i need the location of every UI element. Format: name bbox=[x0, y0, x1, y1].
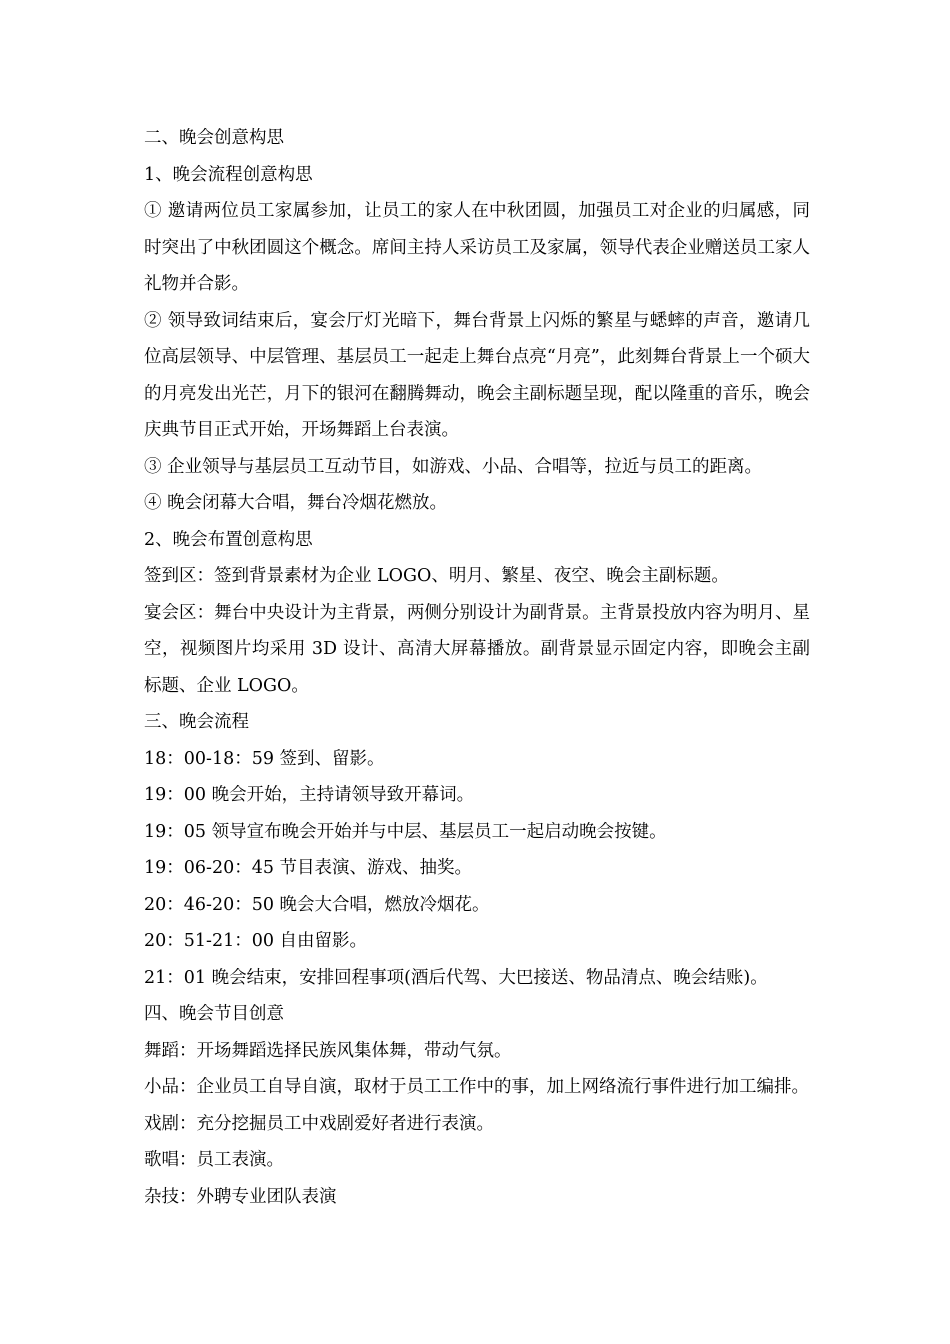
paragraph-item-1: ① 邀请两位员工家属参加，让员工的家人在中秋团圆，加强员工对企业的归属感，同时突出了中秋团圆这个概念。席间主持人采访员工及家属，领导代表企业赠送员工家人礼物并合影。 bbox=[144, 201, 810, 294]
paragraph-item-4: ④ 晚会闭幕大合唱，舞台冷烟花燃放。 bbox=[144, 493, 448, 513]
subsection-heading-flow-concept: 1、晚会流程创意构思 bbox=[144, 164, 313, 185]
schedule-item: 20：46-20：50 晚会大合唱，燃放冷烟花。 bbox=[144, 894, 490, 915]
schedule-item: 20：51-21：00 自由留影。 bbox=[144, 931, 368, 951]
document-body bbox=[144, 120, 810, 1215]
section-heading-creative-concept: 二、晚会创意构思 bbox=[144, 128, 284, 148]
paragraph-banquet-area: 宴会区：舞台中央设计为主背景，两侧分别设计为副背景。主背景投放内容为明月、星空，视频图片均采用 3D 设计、高清大屏幕播放。副背景显示固定内容，即晚会主副标题、企业 LOGO。 bbox=[144, 602, 810, 696]
program-item-acrobatics: 杂技：外聘专业团队表演 bbox=[144, 1186, 337, 1207]
paragraph-signin-area: 签到区：签到背景素材为企业 LOGO、明月、繁星、夜空、晚会主副标题。 bbox=[144, 566, 729, 586]
program-item-drama: 戏剧：充分挖掘员工中戏剧爱好者进行表演。 bbox=[144, 1113, 494, 1134]
schedule-item: 19：05 领导宣布晚会开始并与中层、基层员工一起启动晚会按键。 bbox=[144, 821, 667, 842]
schedule-item: 19：00 晚会开始，主持请领导致开幕词。 bbox=[144, 785, 475, 805]
program-item-dance: 舞蹈：开场舞蹈选择民族风集体舞，带动气氛。 bbox=[144, 1040, 512, 1061]
paragraph-item-2: ② 领导致词结束后，宴会厅灯光暗下，舞台背景上闪烁的繁星与蟋蟀的声音，邀请几位高层领导、中层管理、基层员工一起走上舞台点亮“月亮”，此刻舞台背景上一个硕大的月亮发出光芒，月下的银河在翻腾舞动，晚会主副标题呈现，配以隆重的音乐，晚会庆典节目正式开始，开场舞蹈上台表演。 bbox=[144, 310, 810, 440]
subsection-heading-layout-concept: 2、晚会布置创意构思 bbox=[144, 529, 313, 550]
program-item-singing: 歌唱：员工表演。 bbox=[144, 1150, 284, 1170]
section-heading-program-ideas: 四、晚会节目创意 bbox=[144, 1004, 284, 1024]
program-item-skit: 小品：企业员工自导自演，取材于员工工作中的事，加上网络流行事件进行加工编排。 bbox=[144, 1077, 809, 1097]
schedule-item: 21：01 晚会结束，安排回程事项(酒后代驾、大巴接送、物品清点、晚会结账)。 bbox=[144, 967, 768, 988]
paragraph-item-3: ③ 企业领导与基层员工互动节目，如游戏、小品、合唱等，拉近与员工的距离。 bbox=[144, 456, 763, 477]
schedule-item: 18：00-18：59 签到、留影。 bbox=[144, 748, 385, 769]
schedule-item: 19：06-20：45 节目表演、游戏、抽奖。 bbox=[144, 858, 473, 878]
section-heading-schedule: 三、晚会流程 bbox=[144, 712, 249, 732]
